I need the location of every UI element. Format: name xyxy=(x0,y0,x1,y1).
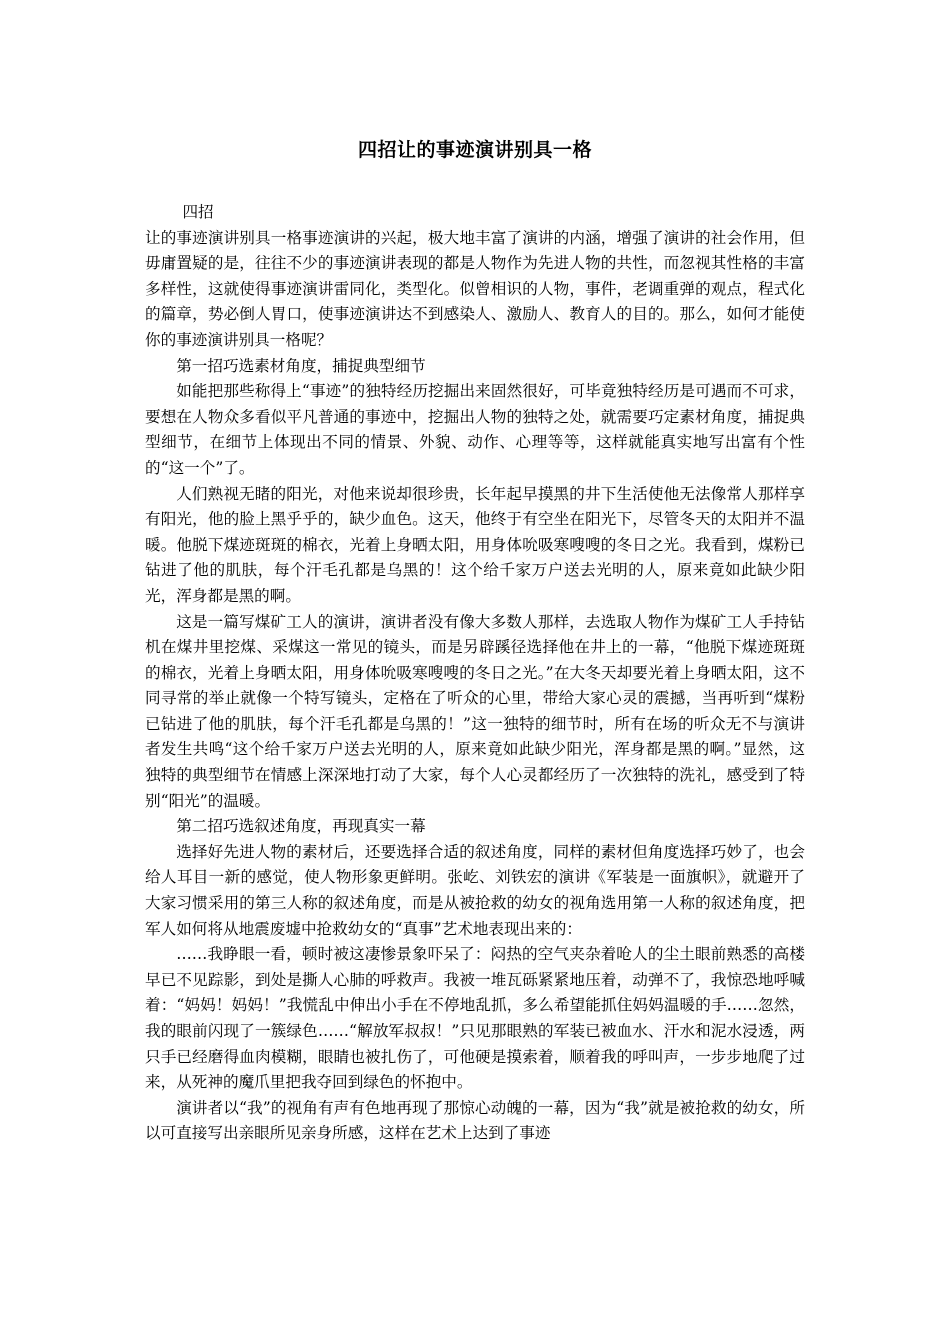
document-body xyxy=(145,200,805,1147)
section-heading: 第一招巧选素材角度，捕捉典型细节 xyxy=(176,356,426,375)
body-paragraph: 如能把那些称得上“事迹”的独特经历挖掘出来固然很好，可毕竟独特经历是可遇而不可求，要想在人物众多看似平凡普通的事迹中，挖掘出人物的独特之处，就需要巧定素材角度，捕捉典型细节，在细节上体现出不同的情景、外貌、动作、心理等等，这样就能真实地写出富有个性的“这一个”了。 xyxy=(145,382,805,477)
quoted-paragraph: ……我睁眼一看，顿时被这凄惨景象吓呆了：闷热的空气夹杂着呛人的尘土眼前熟悉的高楼早已不见踪影，到处是撕人心肺的呼救声。我被一堆瓦砾紧紧地压着，动弹不了，我惊恐地呼喊着：“妈妈！妈妈！”我慌乱中伸出小手在不停地乱抓，多么希望能抓住妈妈温暖的手……忽然，我的眼前闪现了一簇绿色……“解放军叔叔！”只见那眼熟的军装已被血水、汗水和泥水浸透，两只手已经磨得血肉模糊，眼睛也被扎伤了，可他硬是摸索着，顺着我的呼叫声，一步步地爬了过来，从死神的魔爪里把我夺回到绿色的怀抱中。 xyxy=(145,945,805,1092)
body-paragraph: 四招 xyxy=(182,203,214,221)
body-paragraph: 人们熟视无睹的阳光，对他来说却很珍贵，长年起早摸黑的井下生活使他无法像常人那样享有阳光，他的脸上黑乎乎的，缺少血色。这天，他终于有空坐在阳光下，尽管冬天的太阳并不温暖。他脱下煤迹斑斑的棉衣，光着上身晒太阳，用身体吮吸寒嗖嗖的冬日之光。我看到，煤粉已钻进了他的肌肤，每个汗毛孔都是乌黑的！这个给千家万户送去光明的人，原来竟如此缺少阳光，浑身都是黑的啊。 xyxy=(145,484,805,605)
body-paragraph: 让的事迹演讲别具一格事迹演讲的兴起，极大地丰富了演讲的内涵，增强了演讲的社会作用，但毋庸置疑的是，往往不少的事迹演讲表现的都是人物作为先进人物的共性，而忽视其性格的丰富多样性，这就使得事迹演讲雷同化，类型化。似曾相识的人物，事件，老调重弹的观点，程式化的篇章，势必倒人胃口，使事迹演讲达不到感染人、激励人、教育人的目的。那么，如何才能使你的事迹演讲别具一格呢？ xyxy=(145,228,805,349)
section-heading: 第二招巧选叙述角度，再现真实一幕 xyxy=(176,817,426,836)
body-paragraph: 演讲者以“我”的视角有声有色地再现了那惊心动魄的一幕，因为“我”就是被抢救的幼女，所以可直接写出亲眼所见亲身所感，这样在艺术上达到了事迹 xyxy=(145,1098,805,1143)
body-paragraph: 这是一篇写煤矿工人的演讲，演讲者没有像大多数人那样，去选取人物作为煤矿工人手持钻机在煤井里挖煤、采煤这一常见的镜头，而是另辟蹊径选择他在井上的一幕，“他脱下煤迹斑斑的棉衣，光着上身晒太阳，用身体吮吸寒嗖嗖的冬日之光。”在大冬天却要光着上身晒太阳，这不同寻常的举止就像一个特写镜头，定格在了听众的心里，带给大家心灵的震撼，当再听到“煤粉已钻进了他的肌肤，每个汗毛孔都是乌黑的！”这一独特的细节时，所有在场的听众无不与演讲者发生共鸣“这个给千家万户送去光明的人，原来竟如此缺少阳光，浑身都是黑的啊。”显然，这独特的典型细节在情感上深深地打动了大家，每个人心灵都经历了一次独特的洗礼，感受到了特别“阳光”的温暖。 xyxy=(145,612,805,810)
body-paragraph: 选择好先进人物的素材后，还要选择合适的叙述角度，同样的素材但角度选择巧妙了，也会给人耳目一新的感觉，使人物形象更鲜明。张屹、刘铁宏的演讲《军装是一面旗帜》，就避开了大家习惯采用的第三人称的叙述角度，而是从被抢救的幼女的视角选用第一人称的叙述角度，把军人如何将从地震废墟中抢救幼女的“真事”艺术地表现出来的： xyxy=(145,842,805,938)
document-title: 四招让的事迹演讲别具一格 xyxy=(357,138,592,161)
